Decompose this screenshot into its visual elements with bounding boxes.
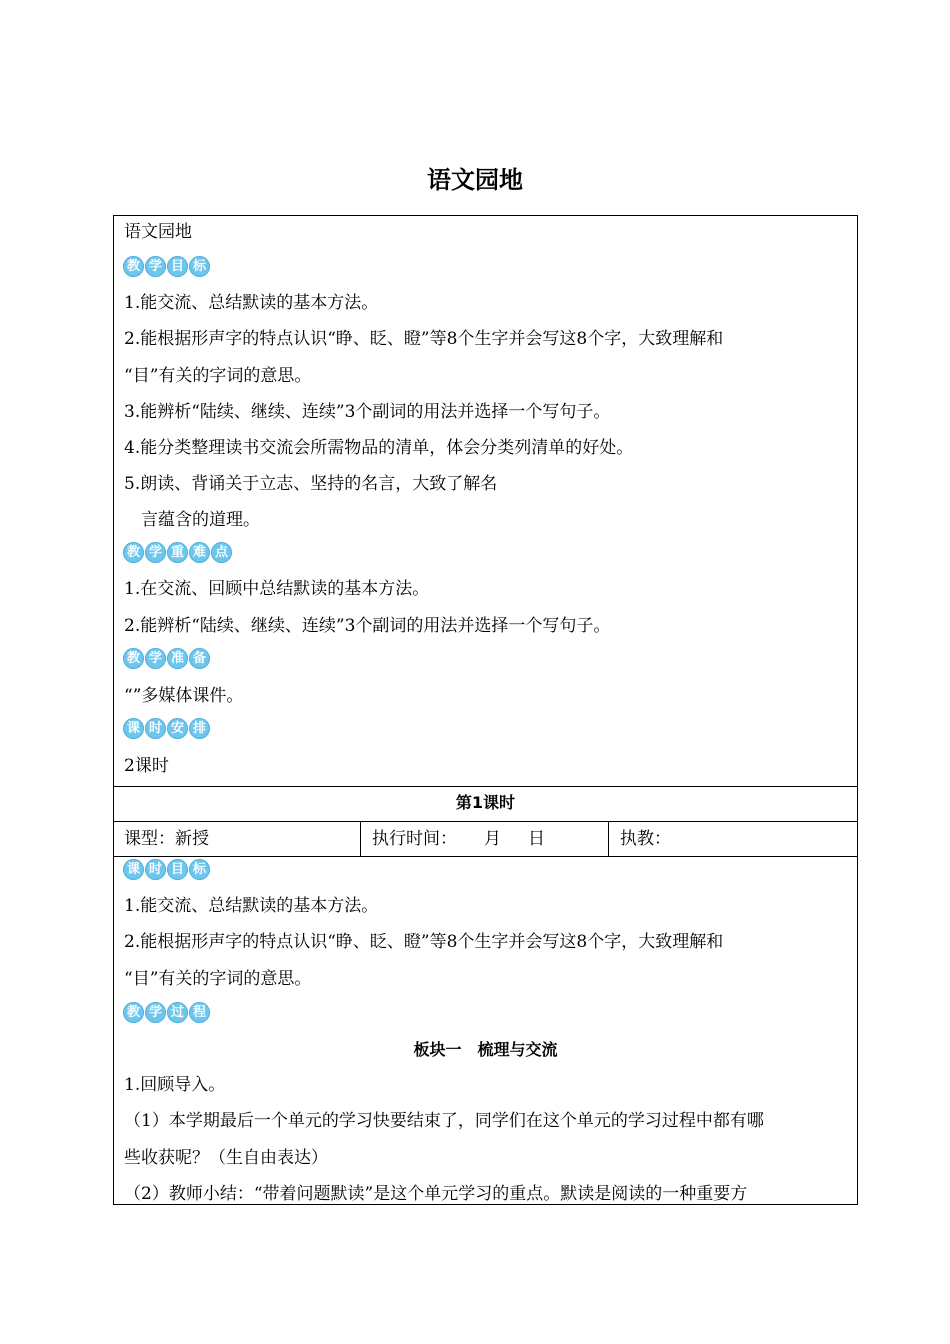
goal-line: 5.朗读、背诵关于立志、坚持的名言，大致了解名 — [124, 474, 498, 494]
execution-time: 执行时间： 月 日 — [372, 829, 546, 849]
lesson-goals-badge — [123, 859, 210, 881]
lesson-goal-line: 1.能交流、总结默读的基本方法。 — [124, 896, 379, 916]
badge-char: 学 — [145, 648, 166, 669]
badge-char: 学 — [145, 256, 166, 277]
badge-char: 课 — [123, 718, 144, 739]
badge-char: 标 — [189, 256, 210, 277]
badge-char: 标 — [189, 859, 210, 880]
teaching-process-badge — [123, 1002, 210, 1024]
badge-char: 点 — [211, 542, 232, 563]
lesson-type: 课型：新授 — [124, 829, 209, 849]
key-point-line: 1.在交流、回顾中总结默读的基本方法。 — [124, 579, 430, 599]
badge-char: 排 — [189, 718, 210, 739]
teaching-goals-badge — [123, 256, 210, 278]
badge-char: 重 — [167, 542, 188, 563]
row-divider — [114, 821, 857, 822]
goal-line: 3.能辨析“陆续、继续、连续”3个副词的用法并选择一个写句子。 — [124, 402, 611, 422]
section-label: 语文园地 — [124, 222, 192, 242]
goal-line: 言蕴含的道理。 — [141, 510, 260, 530]
lesson-heading: 第1课时 — [455, 793, 516, 812]
lesson-goal-line: 2.能根据形声字的特点认识“睁、眨、瞪”等8个生字并会写这8个字，大致理解和 — [124, 932, 724, 952]
process-line: （2）教师小结：“带着问题默读”是这个单元学习的重点。默读是阅读的一种重要方 — [124, 1184, 748, 1204]
process-line: （1）本学期最后一个单元的学习快要结束了，同学们在这个单元的学习过程中都有哪 — [124, 1111, 764, 1131]
goal-line: 1.能交流、总结默读的基本方法。 — [124, 293, 379, 313]
goal-line: 2.能根据形声字的特点认识“睁、眨、瞪”等8个生字并会写这8个字，大致理解和 — [124, 329, 724, 349]
column-divider — [360, 822, 361, 857]
badge-char: 学 — [145, 1002, 166, 1023]
badge-char: 程 — [189, 1002, 210, 1023]
prep-line: “”多媒体课件。 — [124, 686, 244, 706]
row-divider — [114, 786, 857, 787]
badge-char: 准 — [167, 648, 188, 669]
block-title: 板块一 梳理与交流 — [413, 1040, 558, 1059]
teaching-prep-badge — [123, 648, 210, 670]
badge-char: 学 — [145, 542, 166, 563]
process-line: 些收获呢？（生自由表达） — [124, 1148, 328, 1168]
badge-char: 目 — [167, 256, 188, 277]
goal-line: “目”有关的字词的意思。 — [124, 366, 312, 386]
badge-char: 教 — [123, 256, 144, 277]
badge-char: 教 — [123, 1002, 144, 1023]
process-line: 1.回顾导入。 — [124, 1075, 226, 1095]
key-points-badge — [123, 542, 232, 564]
page-title: 语文园地 — [427, 166, 523, 194]
badge-char: 过 — [167, 1002, 188, 1023]
badge-char: 课 — [123, 859, 144, 880]
badge-char: 时 — [145, 859, 166, 880]
teacher: 执教： — [620, 829, 671, 849]
goal-line: 4.能分类整理读书交流会所需物品的清单，体会分类列清单的好处。 — [124, 438, 634, 458]
badge-char: 安 — [167, 718, 188, 739]
badge-char: 难 — [189, 542, 210, 563]
lesson-plan-table — [113, 215, 858, 1205]
row-divider — [114, 856, 857, 857]
schedule-line: 2课时 — [124, 756, 169, 776]
lesson-goal-line: “目”有关的字词的意思。 — [124, 969, 312, 989]
schedule-badge — [123, 718, 210, 740]
key-point-line: 2.能辨析“陆续、继续、连续”3个副词的用法并选择一个写句子。 — [124, 616, 611, 636]
badge-char: 时 — [145, 718, 166, 739]
badge-char: 教 — [123, 542, 144, 563]
badge-char: 目 — [167, 859, 188, 880]
badge-char: 教 — [123, 648, 144, 669]
column-divider — [608, 822, 609, 857]
badge-char: 备 — [189, 648, 210, 669]
